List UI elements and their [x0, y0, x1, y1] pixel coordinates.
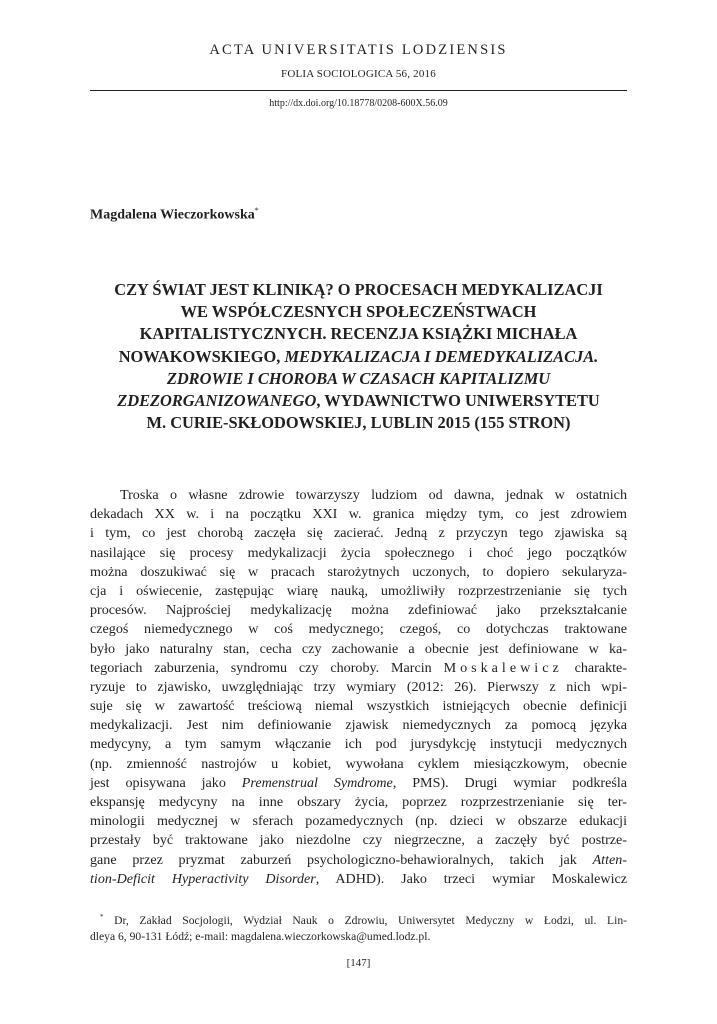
body-line: medykalizacji. Jest nim definiowanie zjawisk niemedycznych za pomocą języka — [90, 717, 627, 734]
body-line: nasilające się procesy medykalizacji życia społecznego i choć jego początków — [90, 544, 627, 561]
body-segment: , PMS). Drugi wymiar podkreśla — [392, 774, 627, 791]
body-line — [90, 774, 627, 793]
body-line: ekspansję medycyny na inne obszary życia, poprzez rozprzestrzenianie się ter- — [90, 794, 627, 810]
title-line: CZY ŚWIAT JEST KLINIKĄ? O PROCESACH MEDYKALIZACJI — [114, 280, 603, 299]
title-book-title: ZDROWIE I CHOROBA W CZASACH KAPITALIZMU — [166, 368, 551, 388]
body-line: tegoriach zaburzenia, syndromu czy choroby. Marcin Moskalewicz charakte- — [90, 659, 627, 676]
body-line: suje się w zawartość treściową niemal wszystkich istniejących obecnie definicji — [90, 698, 627, 715]
body-text — [90, 486, 627, 889]
body-italic-term: Premenstrual Symdrome — [241, 774, 393, 791]
title-line: WE WSPÓŁCZESNYCH SPOŁECZEŃSTWACH — [180, 302, 537, 322]
journal-name: ACTA UNIVERSITATIS LODZIENSIS — [209, 42, 508, 58]
title-book-title: MEDYKALIZACJA I DEMEDYKALIZACJA. — [284, 346, 599, 366]
body-line: przestały być traktowane jako niezdolne czy niegrzeczne, a zaczęły być postrze- — [90, 832, 627, 849]
title-book-title: ZDEZORGANIZOWANEGO — [117, 391, 317, 411]
title-line: KAPITALISTYCZNYCH. RECENZJA KSIĄŻKI MICHAŁA — [139, 324, 578, 344]
body-italic-term: tion-Deficit Hyperactivity Disorder — [90, 870, 316, 887]
body-line: minologii medycznej w sferach pozamedycznych (np. dzieci w obszarze edukacji — [90, 813, 627, 830]
body-line — [90, 870, 627, 889]
footnote-text: Dr, Zakład Socjologii, Wydział Nauk o Zdrowiu, Uniwersytet Medyczny w Łodzi, ul. Lin- — [103, 913, 627, 927]
page-number: [147] — [346, 957, 371, 969]
footnote-line — [90, 909, 627, 929]
footnote-mark: * — [100, 913, 104, 921]
author-footnote-mark[interactable]: * — [254, 206, 259, 215]
body-line: cja i oświecenie, zastępując wiarę nauką, umożliwiły rozprzestrzenianie się tych — [90, 582, 627, 599]
body-line: procesów. Najprościej medykalizację można zdefiniować jako przekształcanie — [90, 602, 627, 619]
body-line: ryzuje to zjawisko, uwzględniając trzy wymiary (2012: 26). Pierwszy z nich wpi- — [90, 678, 627, 695]
journal-issue: FOLIA SOCIOLOGICA 56, 2016 — [281, 68, 436, 80]
doi-link[interactable]: http://dx.doi.org/10.18778/0208-600X.56.09 — [269, 98, 448, 109]
body-line: było jako naturalny stan, cecha czy zachowanie a obecnie jest definiowane w ka- — [90, 640, 627, 657]
title-line: M. CURIE-SKŁODOWSKIEJ, LUBLIN 2015 (155 STRON) — [146, 413, 571, 433]
body-line: (np. zmienność nastrojów u kobiet, wywołana cyklem miesiączkowym, obecnie — [90, 755, 627, 772]
author-surname-spaced: Moskalewicz — [443, 659, 563, 676]
author-name — [90, 206, 259, 224]
body-segment: , ADHD). Jako trzeci wymiar Moskalewicz — [315, 870, 627, 887]
article-title — [90, 279, 627, 434]
body-line: medycyny, a tym samym włączanie ich pod jurysdykcję instytucji medycznych — [90, 736, 627, 753]
author-name-text: Magdalena Wieczorkowska — [90, 207, 255, 223]
footnote-line: dleya 6, 90-131 Łódź; e-mail: magdalena.wieczorkowska@umed.lodz.pl. — [90, 930, 431, 944]
title-segment: NOWAKOWSKIEGO, — [118, 346, 285, 366]
body-line: Troska o własne zdrowie towarzyszy ludziom od dawna, jednak w ostatnich — [120, 487, 627, 503]
body-line: można doszukiwać się w pracach starożytnych uczonych, to dopiero sekularyza- — [90, 563, 627, 580]
body-line: dekadach XX w. i na początku XXI w. granica między tym, co jest zdrowiem — [90, 506, 627, 523]
body-line: i tym, co jest chorobą zaczęła się zacierać. Jedną z przyczyn tego zjawiska są — [90, 525, 627, 542]
body-line — [90, 851, 627, 870]
header-divider — [90, 90, 627, 91]
title-line — [90, 346, 627, 368]
title-line — [90, 390, 627, 412]
body-segment: gane przez pryzmat zaburzeń psychologiczno-behawioralnych, takich jak — [90, 851, 593, 868]
title-segment: , WYDAWNICTWO UNIWERSYTETU — [316, 391, 600, 411]
body-segment: jest opisywana jako — [90, 774, 242, 791]
body-line: czegoś niemedycznego w coś medycznego; czegoś, co dotychczas traktowane — [90, 621, 627, 638]
body-italic-term: Atten- — [592, 851, 627, 868]
footnote — [90, 909, 627, 946]
